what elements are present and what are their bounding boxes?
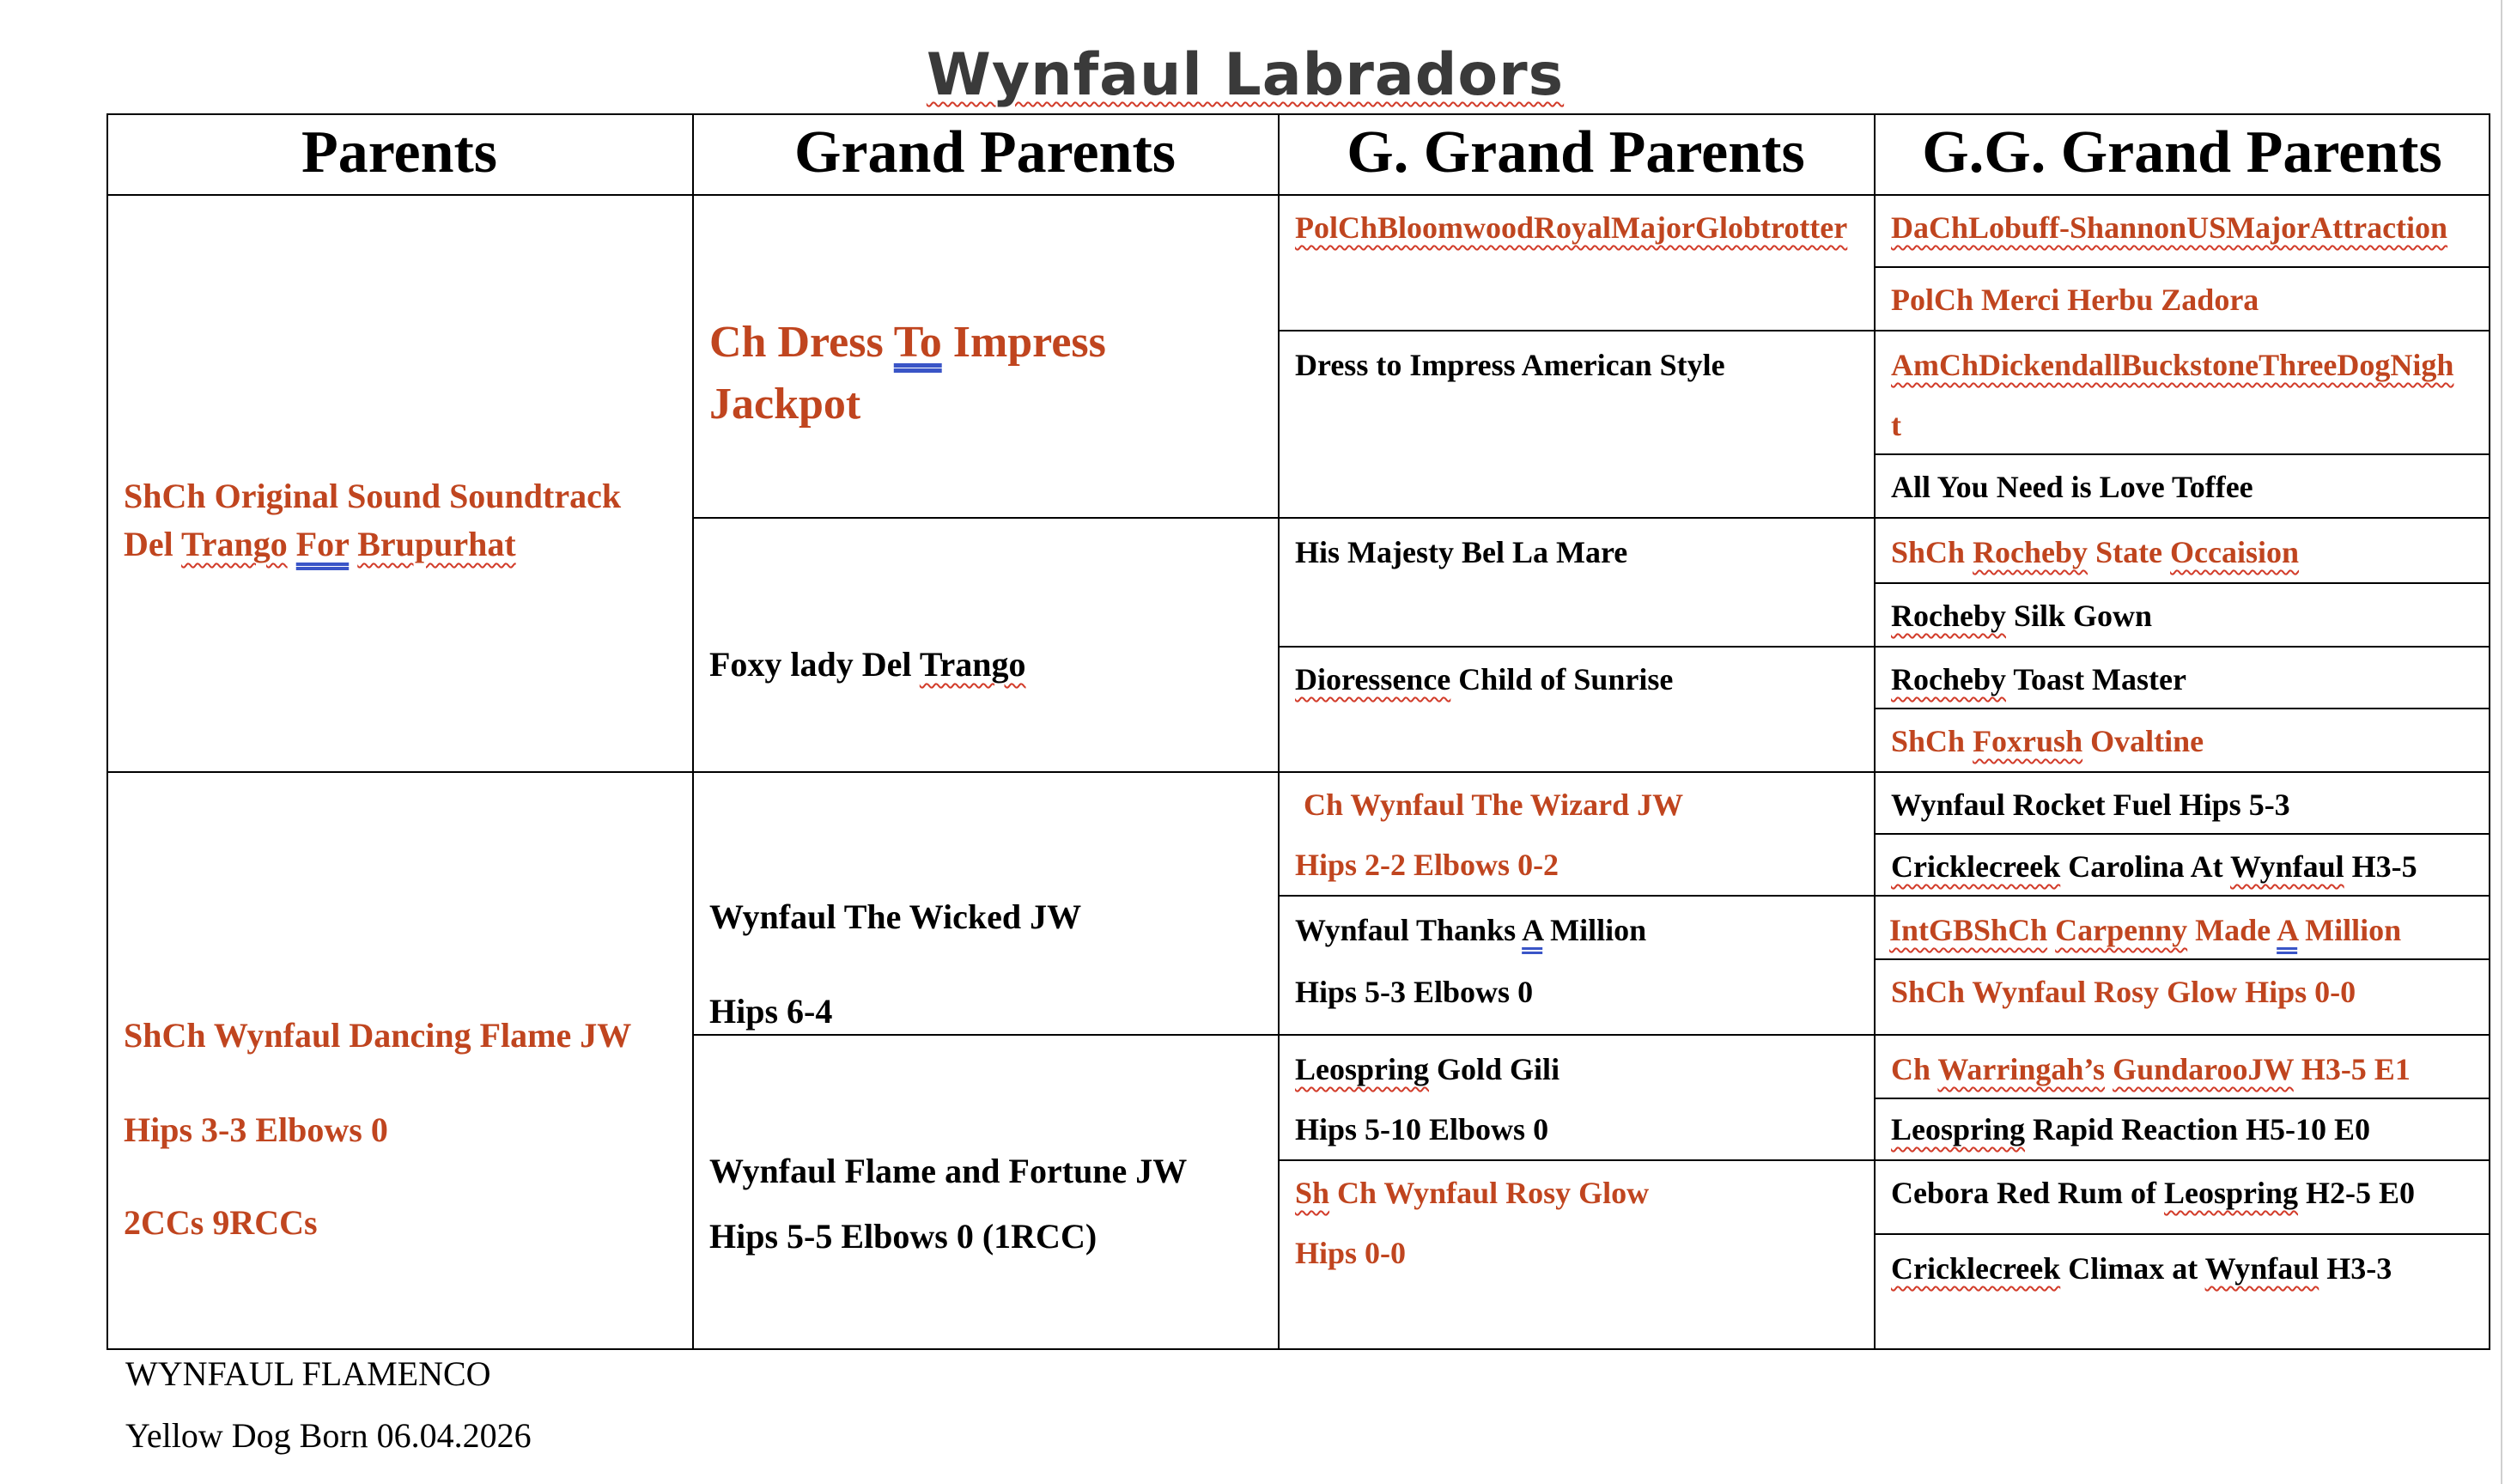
ggp1-name: PolChBloomwoodRoyalMajorGlobtrotter xyxy=(1295,210,1848,245)
gggp-divider-5 xyxy=(1874,582,2490,584)
gggp-divider-9 xyxy=(1874,833,2490,835)
gggp-row-16: Cricklecreek Climax at Wynfaul H3-3 xyxy=(1891,1251,2392,1286)
gggp-row-7: Rocheby Toast Master xyxy=(1891,662,2186,696)
gggp-row-2: PolCh Merci Herbu Zadora xyxy=(1891,283,2259,317)
gggp-divider-1 xyxy=(1874,266,2490,268)
col-divider-2 xyxy=(1278,113,1280,1350)
page-title: Wynfaul Labradors xyxy=(926,41,1565,109)
footer-dog-name: WYNFAUL FLAMENCO xyxy=(125,1354,491,1393)
gggp-row-4: All You Need is Love Toffee xyxy=(1891,470,2253,504)
ggp-divider-1 xyxy=(1278,330,1874,331)
header-gg-grand-parents: G.G. Grand Parents xyxy=(1922,119,2442,186)
gggp-divider-2 xyxy=(1874,330,2490,331)
table-border-right xyxy=(2489,113,2490,1350)
gggp-row-8: ShCh Foxrush Ovaltine xyxy=(1891,724,2204,758)
gggp-row-3-line1: AmChDickendallBuckstoneThreeDogNigh xyxy=(1891,348,2454,382)
ggp5-name: Ch Wynfaul The Wizard JW xyxy=(1304,788,1684,822)
gggp-row-5: ShCh Rocheby State Occaision xyxy=(1891,535,2300,569)
parents-divider xyxy=(106,771,692,773)
gggp-row-10: Cricklecreek Carolina At Wynfaul H3-5 xyxy=(1891,849,2417,884)
gggp-divider-11 xyxy=(1874,958,2490,960)
gggp-row-3-line2: t xyxy=(1891,408,1901,442)
gp1-name-line2: Jackpot xyxy=(709,380,861,429)
gggp-divider-10 xyxy=(1874,895,2490,897)
ggp3-name: His Majesty Bel La Mare xyxy=(1295,535,1628,569)
pedigree-table xyxy=(106,113,2490,1350)
ggp-divider-6 xyxy=(1278,1034,1874,1036)
gggp-row-1: DaChLobuff-ShannonUSMajorAttraction xyxy=(1891,210,2448,245)
gp4-hips: Hips 5-5 Elbows 0 (1RCC) xyxy=(709,1217,1097,1256)
gp-divider-2 xyxy=(692,771,1278,773)
gggp-divider-13 xyxy=(1874,1098,2490,1099)
gp1-name-line1: Ch Dress To Impress xyxy=(709,318,1106,367)
dam-hips: Hips 3-3 Elbows 0 xyxy=(124,1110,388,1149)
gggp-divider-8 xyxy=(1874,771,2490,773)
gggp-row-15: Cebora Red Rum of Leospring H2-5 E0 xyxy=(1891,1176,2416,1210)
gggp-divider-12 xyxy=(1874,1034,2490,1036)
table-border-top xyxy=(106,113,2490,115)
header-g-grand-parents: G. Grand Parents xyxy=(1347,119,1805,186)
ggp7-name: Leospring Gold Gili xyxy=(1295,1052,1560,1086)
page-edge xyxy=(2501,0,2502,1484)
gp3-name: Wynfaul The Wicked JW xyxy=(709,897,1082,936)
gggp-divider-4 xyxy=(1874,517,2490,519)
gggp-row-11: IntGBShCh Carpenny Made A Million xyxy=(1889,913,2402,947)
footer-dog-details: Yellow Dog Born 06.04.2026 xyxy=(125,1416,532,1455)
ggp-divider-2 xyxy=(1278,517,1874,519)
gggp-row-13: Ch Warringah’s GundarooJW H3-5 E1 xyxy=(1891,1052,2411,1086)
ggp6-hips: Hips 5-3 Elbows 0 xyxy=(1295,975,1534,1009)
gggp-row-6: Rocheby Silk Gown xyxy=(1891,599,2153,633)
gggp-divider-3 xyxy=(1874,453,2490,455)
header-parents: Parents xyxy=(301,119,498,186)
gp4-name: Wynfaul Flame and Fortune JW xyxy=(709,1152,1188,1190)
gggp-divider-14 xyxy=(1874,1159,2490,1161)
gp2-name: Foxy lady Del Trango xyxy=(709,645,1026,684)
table-border-bottom xyxy=(106,1348,2490,1350)
gp3-hips: Hips 6-4 xyxy=(709,992,833,1031)
ggp5-hips: Hips 2-2 Elbows 0-2 xyxy=(1295,848,1559,882)
table-border-left xyxy=(106,113,108,1350)
col-divider-1 xyxy=(692,113,694,1350)
sire-name-line1: ShCh Original Sound Soundtrack xyxy=(124,477,622,515)
ggp4-name: Dioressence Child of Sunrise xyxy=(1295,662,1674,696)
gggp-divider-6 xyxy=(1874,646,2490,648)
ggp8-name: Sh Ch Wynfaul Rosy Glow xyxy=(1295,1176,1650,1210)
gggp-divider-15 xyxy=(1874,1233,2490,1235)
gggp-row-9: Wynfaul Rocket Fuel Hips 5-3 xyxy=(1891,788,2290,822)
gggp-row-14: Leospring Rapid Reaction H5-10 E0 xyxy=(1891,1112,2371,1146)
ggp-divider-3 xyxy=(1278,646,1874,648)
dam-ccs: 2CCs 9RCCs xyxy=(124,1203,318,1242)
ggp8-hips: Hips 0-0 xyxy=(1295,1236,1407,1270)
ggp-divider-4 xyxy=(1278,771,1874,773)
gp-divider-3 xyxy=(692,1034,1278,1036)
ggp6-name: Wynfaul Thanks A Million xyxy=(1295,913,1647,947)
sire-name-line2: Del Trango For Brupurhat xyxy=(124,525,516,563)
gggp-row-12: ShCh Wynfaul Rosy Glow Hips 0-0 xyxy=(1891,975,2356,1009)
ggp-divider-7 xyxy=(1278,1159,1874,1161)
ggp7-hips: Hips 5-10 Elbows 0 xyxy=(1295,1112,1549,1146)
header-grand-parents: Grand Parents xyxy=(794,119,1176,186)
ggp-divider-5 xyxy=(1278,895,1874,897)
ggp2-name: Dress to Impress American Style xyxy=(1295,348,1725,382)
col-divider-3 xyxy=(1874,113,1876,1350)
gggp-divider-7 xyxy=(1874,708,2490,709)
header-divider xyxy=(106,194,2490,196)
dam-name: ShCh Wynfaul Dancing Flame JW xyxy=(124,1016,632,1055)
gp-divider-1 xyxy=(692,517,1278,519)
